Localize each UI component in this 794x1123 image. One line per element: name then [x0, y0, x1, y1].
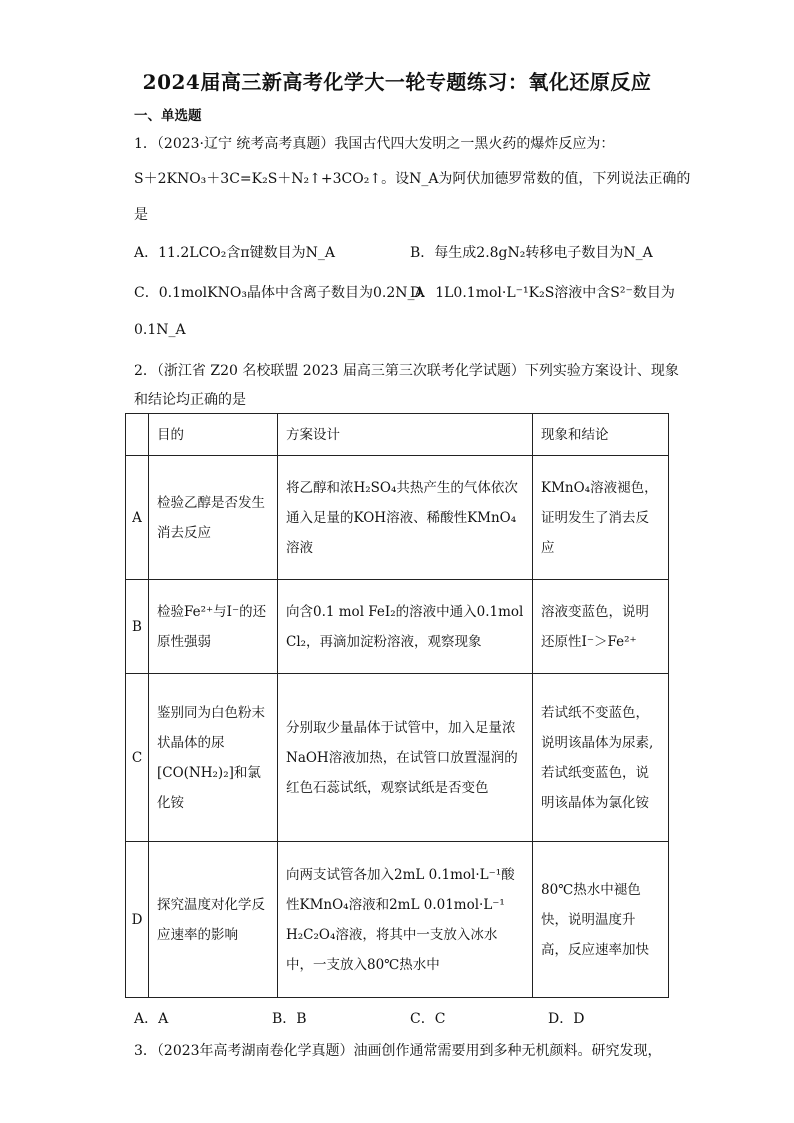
q2-answer-d: D．D	[548, 1011, 585, 1027]
q2-stem-line1: 2．（浙江省 Z20 名校联盟 2023 届高三第三次联考化学试题）下列实验方案设计、现象	[134, 363, 679, 379]
header-design: 方案设计	[278, 414, 533, 456]
row-result: KMnO₄溶液褪色，证明发生了消去反应	[533, 456, 669, 580]
q1-option-b: B．每生成2.8gN₂转移电子数目为N_A	[410, 245, 653, 261]
row-purpose: 检验Fe²⁺与I⁻的还原性强弱	[149, 580, 278, 674]
q1-option-d: D．1L0.1mol·L⁻¹K₂S溶液中含S²⁻数目为	[410, 285, 675, 301]
row-purpose: 检验乙醇是否发生消去反应	[149, 456, 278, 580]
row-design: 向两支试管各加入2mL 0.1mol·L⁻¹酸性KMnO₄溶液和2mL 0.01mol·L⁻¹ H₂C₂O₄溶液，将其中一支放入冰水中，一支放入80℃热水中	[278, 842, 533, 998]
experiment-table	[125, 413, 669, 998]
row-label: C	[126, 674, 149, 842]
q3-stem: 3．（2023年高考湖南卷化学真题）油画创作通常需要用到多种无机颜料。研究发现，	[134, 1043, 662, 1059]
row-result: 若试纸不变蓝色，说明该晶体为尿素,若试纸变蓝色，说明该晶体为氯化铵	[533, 674, 669, 842]
q1-option-c: C．0.1molKNO₃晶体中含离子数目为0.2N_A	[134, 285, 425, 301]
header-blank	[126, 414, 149, 456]
q2-answer-c: C．C	[410, 1011, 446, 1027]
row-result: 80℃热水中褪色快，说明温度升高，反应速率加快	[533, 842, 669, 998]
row-purpose: 探究温度对化学反应速率的影响	[149, 842, 278, 998]
q1-stem-end: 是	[134, 207, 148, 223]
row-design: 分别取少量晶体于试管中，加入足量浓NaOH溶液加热，在试管口放置湿润的红色石蕊试纸，观察试纸是否变色	[278, 674, 533, 842]
table-header-row	[126, 414, 669, 456]
header-purpose: 目的	[149, 414, 278, 456]
q2-answer-b: B．B	[272, 1011, 307, 1027]
q2-stem-line2: 和结论均正确的是	[134, 392, 246, 408]
q1-option-d-cont: 0.1N_A	[134, 322, 186, 338]
q2-answer-a: A．A	[134, 1011, 169, 1027]
table-row	[126, 456, 669, 580]
header-result: 现象和结论	[533, 414, 669, 456]
row-purpose: 鉴别同为白色粉末状晶体的尿[CO(NH₂)₂]和氯化铵	[149, 674, 278, 842]
section-heading: 一、单选题	[134, 108, 202, 124]
table-row	[126, 674, 669, 842]
row-design: 向含0.1 mol FeI₂的溶液中通入0.1mol Cl₂，再滴加淀粉溶液，观察现象	[278, 580, 533, 674]
q1-stem: 1．（2023·辽宁 统考高考真题）我国古代四大发明之一黑火药的爆炸反应为：	[134, 136, 615, 152]
table-row	[126, 842, 669, 998]
page-title: 2024届高三新高考化学大一轮专题练习：氧化还原反应	[142, 70, 652, 94]
row-result: 溶液变蓝色，说明还原性I⁻＞Fe²⁺	[533, 580, 669, 674]
row-label: D	[126, 842, 149, 998]
row-label: A	[126, 456, 149, 580]
table-row	[126, 580, 669, 674]
q1-equation: S＋2KNO₃＋3C=K₂S＋N₂↑+3CO₂↑。设N_A为阿伏加德罗常数的值，下列说法正确的	[134, 171, 691, 187]
q1-option-a: A．11.2LCO₂含π键数目为N_A	[134, 245, 335, 261]
row-label: B	[126, 580, 149, 674]
row-design: 将乙醇和浓H₂SO₄共热产生的气体依次通入足量的KOH溶液、稀酸性KMnO₄溶液	[278, 456, 533, 580]
